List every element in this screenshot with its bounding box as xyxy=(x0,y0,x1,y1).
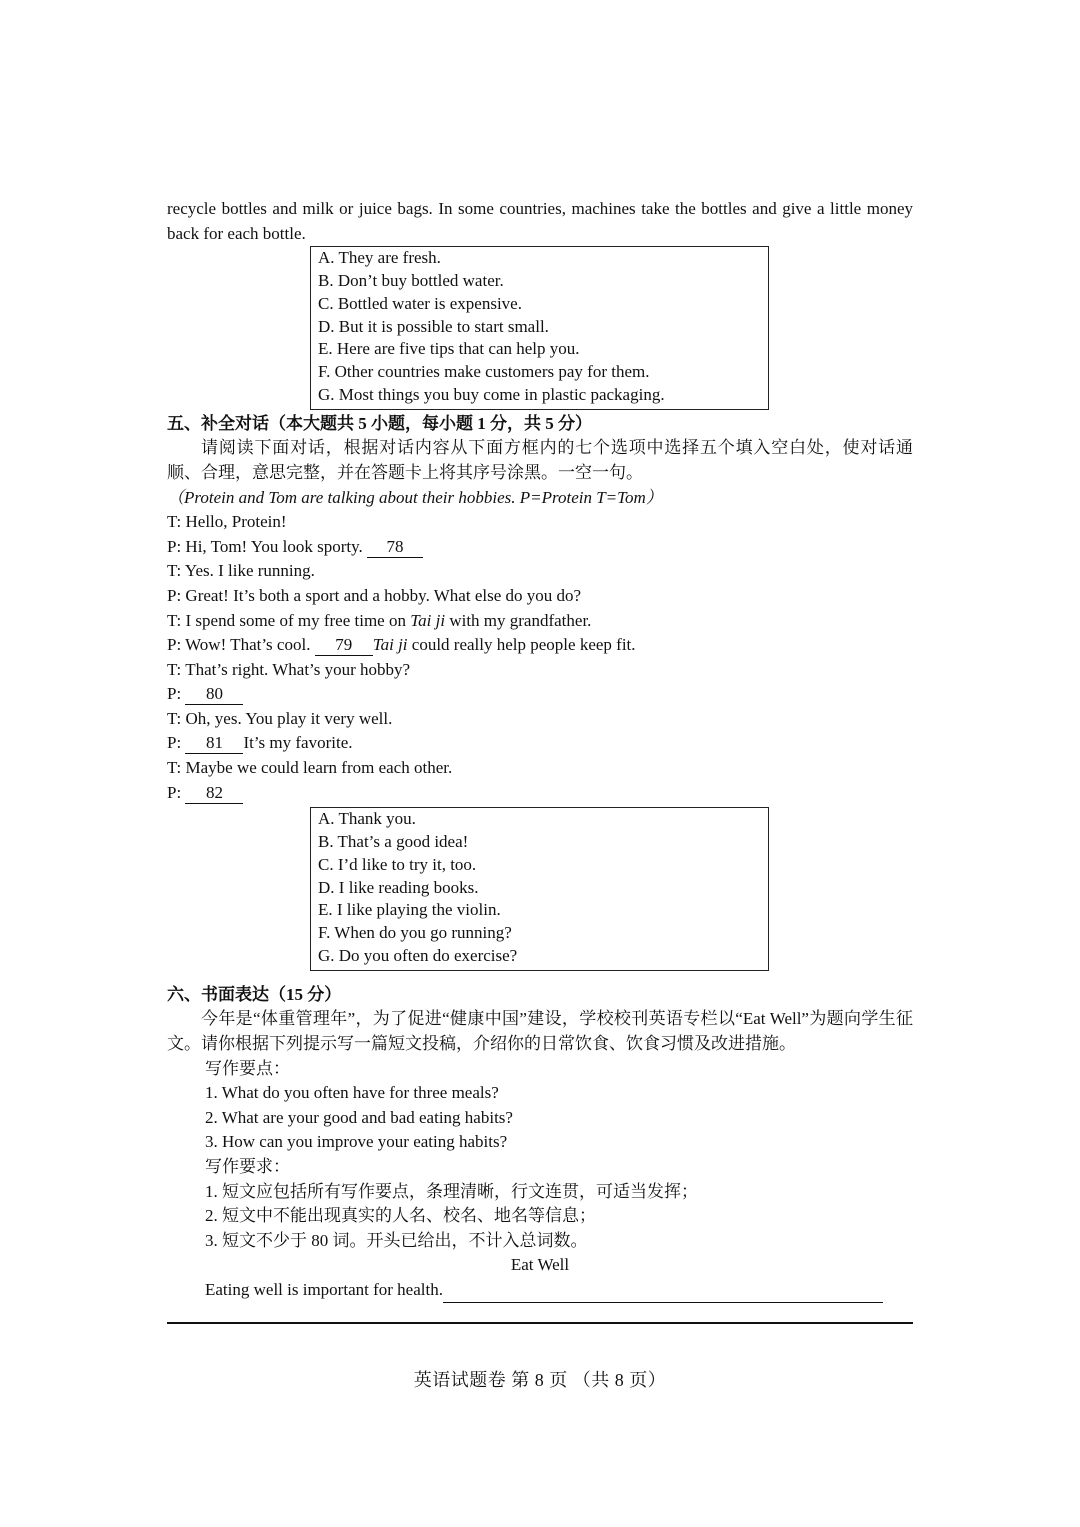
dialogue-line: T: Maybe we could learn from each other. xyxy=(167,758,453,778)
essay-start-line: Eating well is important for health. xyxy=(167,1278,913,1303)
dialogue xyxy=(167,510,913,805)
writing-line xyxy=(443,1282,883,1303)
dialogue-line: P: 82 xyxy=(167,781,913,806)
points-label: 写作要点： xyxy=(205,1058,290,1078)
dialogue-line: P: Hi, Tom! You look sporty. 78 xyxy=(167,535,913,560)
option-g: G. Do you often do exercise? xyxy=(318,946,518,966)
dialogue-line: P: Great! It’s both a sport and a hobby. What else do you do? xyxy=(167,585,582,605)
option-f: F. Other countries make customers pay for them. xyxy=(318,362,650,382)
dialogue-line: P: Wow! That’s cool. 79 Tai ji could really help people keep fit. xyxy=(167,635,636,655)
requirements-label: 写作要求： xyxy=(205,1157,290,1176)
writing-requirement: 1. 短文应包括所有写作要点，条理清晰，行文连贯，可适当发挥； xyxy=(205,1181,698,1201)
writing-point: 1. What do you often have for three meals? xyxy=(205,1083,499,1103)
dialogue-line: P: 81 It’s my favorite. xyxy=(167,733,353,753)
writing-point: 2. What are your good and bad eating habits? xyxy=(205,1107,513,1127)
blank-81: 81 xyxy=(185,733,243,754)
option-b: B. Don’t buy bottled water. xyxy=(318,270,504,290)
dialogue-line: T: Yes. I like running. xyxy=(167,561,315,581)
option-d: D. I like reading books. xyxy=(318,877,479,897)
option-f: F. When do you go running? xyxy=(318,923,512,943)
option-e: E. I like playing the violin. xyxy=(318,900,501,920)
dialogue-line: T: Hello, Protein! xyxy=(167,512,287,532)
reading-options-box xyxy=(310,246,769,410)
footer-rule xyxy=(167,1322,913,1324)
dialogue-line: T: Oh, yes. You play it very well. xyxy=(167,708,393,728)
dialogue-line: T: I spend some of my free time on Tai ji with my grandfather. xyxy=(167,610,592,630)
essay-title: Eat Well xyxy=(510,1255,570,1275)
option-a: A. Thank you. xyxy=(318,809,416,829)
dialogue-line: T: That’s right. What’s your hobby? xyxy=(167,659,411,679)
exam-page xyxy=(167,197,913,1303)
blank-80: 80 xyxy=(185,684,243,705)
option-d: D. But it is possible to start small. xyxy=(318,316,549,336)
blank-82: 82 xyxy=(185,783,243,804)
dialogue-line: P: 80 xyxy=(167,682,913,707)
option-b: B. That’s a good idea! xyxy=(318,832,469,852)
option-c: C. I’d like to try it, too. xyxy=(318,854,477,874)
option-c: C. Bottled water is expensive. xyxy=(318,293,522,313)
option-a: A. They are fresh. xyxy=(318,248,441,268)
writing-requirement: 2. 短文中不能出现真实的人名、校名、地名等信息； xyxy=(205,1206,596,1226)
page-footer: 英语试题卷 第 8 页 （共 8 页） xyxy=(413,1370,667,1390)
dialogue-options-box xyxy=(310,807,769,971)
writing-requirement: 3. 短文不少于 80 词。开头已给出，不计入总词数。 xyxy=(205,1230,588,1250)
option-g: G. Most things you buy come in plastic packaging. xyxy=(318,384,665,404)
option-e: E. Here are five tips that can help you. xyxy=(318,339,580,359)
blank-78: 78 xyxy=(367,537,423,558)
writing-point: 3. How can you improve your eating habits? xyxy=(205,1132,508,1152)
section-6-heading: 六、书面表达（15 分） xyxy=(167,984,342,1004)
blank-79: 79 xyxy=(315,635,373,656)
reading-continuation-text: recycle bottles and milk or juice bags. In some countries, machines take the bottles and give a little money back for each bottle. xyxy=(167,199,913,243)
writing-prompt: 今年是“体重管理年”，为了促进“健康中国”建设，学校校刊英语专栏以“Eat Well”为题向学生征文。请你根据下列提示写一篇短文投稿，介绍你的日常饮食、饮食习惯及改进措施。 xyxy=(167,1009,913,1054)
section-5-heading: 五、补全对话（本大题共 5 小题，每小题 1 分，共 5 分） xyxy=(167,413,592,433)
dialogue-context: （Protein and Tom are talking about their hobbies. P=Protein T=Tom） xyxy=(167,487,663,507)
section-5-instruction: 请阅读下面对话，根据对话内容从下面方框内的七个选项中选择五个填入空白处，使对话通顺、合理，意思完整，并在答题卡上将其序号涂黑。一空一句。 xyxy=(167,438,913,482)
